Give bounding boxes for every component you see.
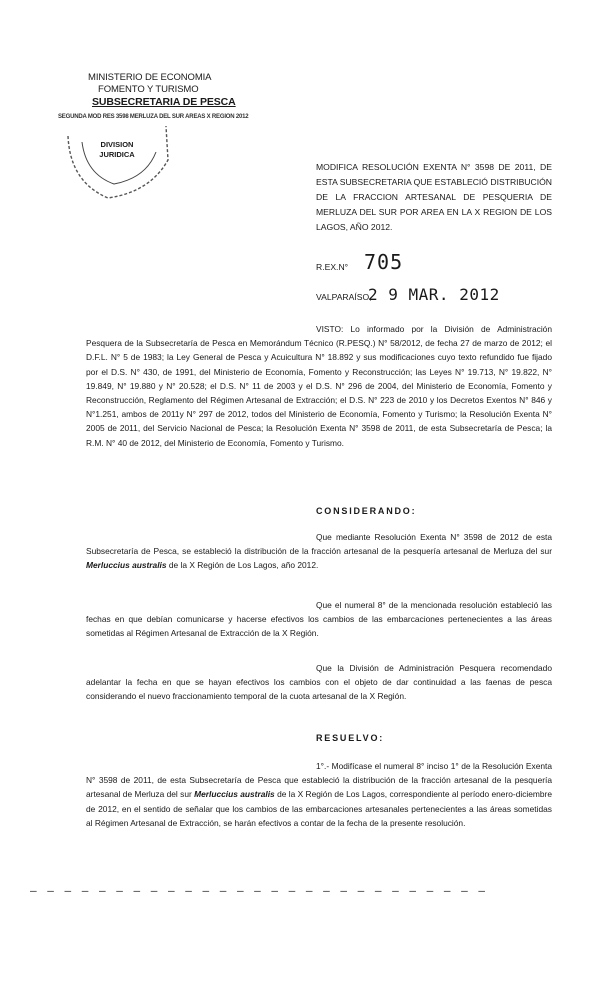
resolution-number-label: R.EX.N° xyxy=(316,262,349,272)
seal-juridica: JURIDICA xyxy=(99,150,135,159)
considerando-1-text-b: de la X Región de Los Lagos, año 2012. xyxy=(168,560,319,571)
ministry-subtitle: FOMENTO Y TURISMO xyxy=(98,84,199,95)
visto-text: Lo informado por la División de Administración Pesquera de la Subsecretaría de Pesca en Memorándum Técnico (R.PESQ.) N° 58/2012, de fecha 27 de marzo de 2012; el D.F.L. N° 5 de 1983; la Ley General de Pesca y Acuicultura N° 18.892 y sus modificaciones cuyo texto refundido fue fijado por el D.S. N° 430, de 1991, del Ministerio de Economía, Fomento y Reconstrucción; las Leyes N° 19.713, N° 19.822, N° 19.849, N° 19.880 y N° 20.528; el D.S. N° 11 de 2003 y el D.S. N° 296 de 2004, del Ministerio de Economía, Fomento y Reconstrucción, Reglamento del Régimen Artesanal de Extracción; el D.S. N° 223 de 2010 y los Decretos Exentos N° 846 y N°1.251, ambos de 2011y N° 297 de 2012, todos del Ministerio de Economía, Fomento y Turismo; la Resolución Exenta N° 2005 de 2011, del Servicio Nacional de Pesca; la Resolución Exenta N° 3598 de 2011, de esta Subsecretaría de Pesca; la R.M. N° 40 de 2012, del Ministerio de Economía, Fomento y Turismo. xyxy=(86,324,552,448)
resolution-place: VALPARAÍSO, xyxy=(316,292,372,302)
considerando-heading: CONSIDERANDO: xyxy=(316,506,417,516)
resolution-date: 2 9 MAR. 2012 xyxy=(368,285,500,304)
seal-label xyxy=(94,140,140,160)
visto-lead: VISTO: xyxy=(316,324,344,334)
considerando-1-text-a: Que mediante Resolución Exenta N° 3598 de 2012 de esta Subsecretaría de Pesca, se estableció la distribución de la fracción artesanal de la pesquería artesanal de Merluza del sur xyxy=(86,532,552,557)
resuelvo-1-text-b: de la X Región de Los Lagos, correspondiente al período enero-diciembre de 2012, en el sentido de señalar que los cambios de las embarcaciones artesanales pertenecientes a las áreas sometidas al Régimen Artesanal de Extracción, se harán efectivos a contar de la fecha de la presente resolución. xyxy=(86,789,553,828)
seal-division: DIVISION xyxy=(100,140,134,149)
considerando-1 xyxy=(86,530,552,573)
footer-dashed-rule: — — — — — — — — — — — — — — — — — — — — — — — — — — — xyxy=(30,884,487,897)
resolution-subject: MODIFICA RESOLUCIÓN EXENTA N° 3598 DE 2011, DE ESTA SUBSECRETARIA QUE ESTABLECIÓ DISTRIBUCIÓN DE LA FRACCION ARTESANAL DE PESQUERIA DE MERLUZA DEL SUR POR AREA EN LA X REGION DE LOS LAGOS, AÑO 2012. xyxy=(316,162,552,232)
document-code-line: SEGUNDA MOD RES 3598 MERLUZA DEL SUR AREAS X REGION 2012 xyxy=(58,114,249,120)
resuelvo-1-text-a: 1°.- Modifícase el numeral 8° inciso 1° de la Resolución Exenta N° 3598 de 2011, de esta Subsecretaría de Pesca que estableció la distribución de la fracción artesanal de la pesquería artesanal de Merluza del sur xyxy=(86,761,552,800)
considerando-2 xyxy=(86,598,552,641)
considerando-3-text: Que la División de Administración Pesquera recomendado adelantar la fecha en que se hayan efectivos los cambios con el objeto de dar continuidad a las faenas de pesca considerando el nuevo fraccionamiento temporal de la cuota artesanal de la X Región. xyxy=(86,663,552,702)
resuelvo-1-species: Merluccius australis xyxy=(194,789,275,800)
considerando-2-text: Que el numeral 8° de la mencionada resolución estableció las fechas en que debían comunicarse y hacerse efectivos los cambios de las embarcaciones pertenecientes a las áreas sometidas al Régimen Artesanal de Extracción de la X Región. xyxy=(86,600,552,639)
ministry-name: MINISTERIO DE ECONOMIA xyxy=(88,72,212,83)
resuelvo-heading: RESUELVO: xyxy=(316,733,385,743)
resuelvo-1 xyxy=(86,759,552,830)
considerando-3 xyxy=(86,661,552,704)
resolution-number: 705 xyxy=(364,250,404,274)
visto-paragraph xyxy=(86,322,552,450)
considerando-1-species: Merluccius australis xyxy=(86,560,167,571)
subsecretaria-name: SUBSECRETARIA DE PESCA xyxy=(92,96,236,108)
